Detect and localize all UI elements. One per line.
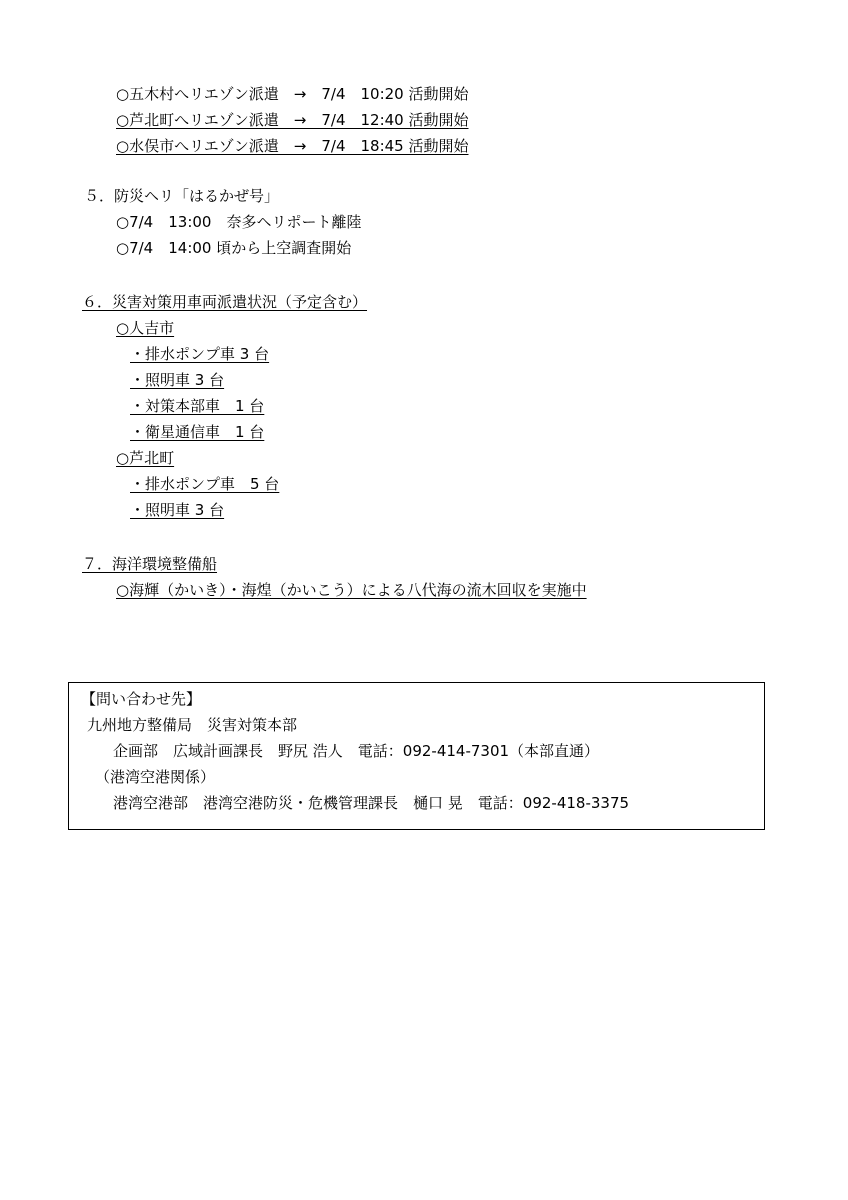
section5-item: ○7/4 14:00 頃から上空調査開始 [116, 239, 352, 257]
section5-heading: ５．防災ヘリ「はるかぜ号」 [84, 187, 280, 205]
section6-hitoyoshi-label: ○人吉市 [116, 319, 175, 337]
contact-person2: 港湾空港部 港湾空港防災・危機管理課長 樋口 晃 電話：092-418-3375 [113, 794, 630, 812]
contact-port-label: （港湾空港関係） [95, 768, 216, 786]
section7-item: ○海輝（かいき）・海煌（かいこう）による八代海の流木回収を実施中 [116, 581, 587, 599]
contact-box [68, 682, 765, 830]
section6-heading: ６．災害対策用車両派遣状況（予定含む） [82, 293, 368, 311]
section6-ashikita-item: ・照明車 3 台 [130, 501, 225, 519]
section6-ashikita-item: ・排水ポンプ車 5 台 [130, 475, 280, 493]
contact-person1: 企画部 広域計画課長 野尻 浩人 電話：092-414-7301（本部直通） [113, 742, 600, 760]
heli-dispatch-ashikita: ○芦北町へリエゾン派遣 → 7/4 12:40 活動開始 [116, 111, 469, 129]
section7-heading: ７．海洋環境整備船 [82, 555, 218, 573]
section6-hitoyoshi-item: ・対策本部車 1 台 [130, 397, 265, 415]
section5-item: ○7/4 13:00 奈多ヘリポート離陸 [116, 213, 362, 231]
section6-ashikita-label: ○芦北町 [116, 449, 175, 467]
contact-title: 【問い合わせ先】 [81, 690, 202, 708]
contact-org: 九州地方整備局 災害対策本部 [87, 716, 298, 734]
section6-hitoyoshi-item: ・排水ポンプ車 3 台 [130, 345, 270, 363]
heli-dispatch-minamata: ○水俣市へリエゾン派遣 → 7/4 18:45 活動開始 [116, 137, 469, 155]
heli-dispatch-itsuki: ○五木村へリエゾン派遣 → 7/4 10:20 活動開始 [116, 85, 469, 103]
section6-hitoyoshi-item: ・衛星通信車 1 台 [130, 423, 265, 441]
section6-hitoyoshi-item: ・照明車 3 台 [130, 371, 225, 389]
